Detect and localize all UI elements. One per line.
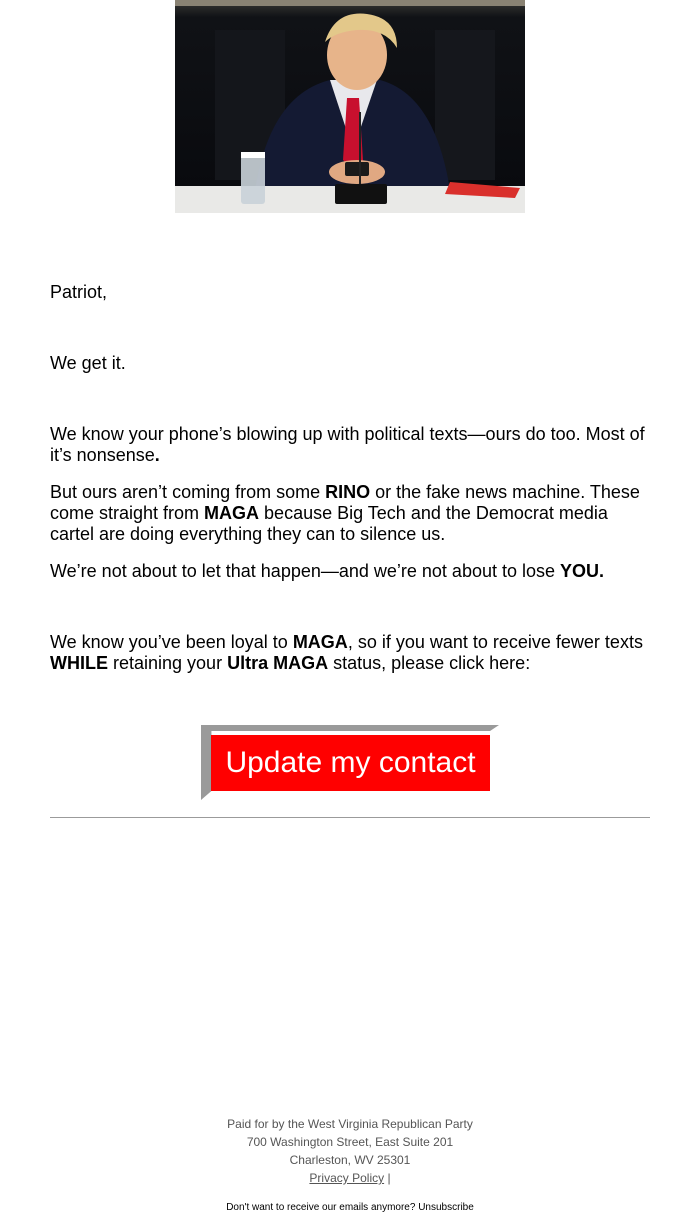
p4-bold-ultra-maga: Ultra MAGA [227,653,329,673]
paragraph-4 [50,632,650,674]
p3-text-a: We’re not about to let that happen—and we’re not about to lose [50,561,561,581]
divider [50,817,650,818]
p4-bold-while: WHILE [50,653,108,673]
greeting: Patriot, [50,282,108,302]
footer-links [0,1169,700,1187]
p2-bold-maga: MAGA [204,503,260,523]
p2-text-c: or the fake news machine. These come straight from [50,482,640,523]
paragraph-1-text: We know your phone’s blowing up with political texts—ours do too. Most of it’s nonsense [50,424,645,465]
p4-text-e: retaining your [108,653,228,673]
unsubscribe-link[interactable]: Unsubscribe [418,1202,474,1213]
p3-bold-you: YOU. [560,561,605,581]
p2-bold-rino: RINO [325,482,371,502]
hero-image [175,0,525,213]
paragraph-1 [50,424,650,466]
paragraph-1-period: . [154,445,160,465]
update-contact-button[interactable]: Update my contact [211,735,490,791]
p4-bold-maga: MAGA [292,632,348,652]
unsubscribe-prompt: Don't want to receive our emails anymore? [226,1202,416,1213]
paragraph-3 [50,561,650,582]
p4-text-a: We know you’ve been loyal to [50,632,293,652]
paid-for-line: Paid for by the West Virginia Republican Party [227,1117,473,1131]
p4-text-c: , so if you want to receive fewer texts [347,632,643,652]
privacy-policy-link[interactable]: Privacy Policy [309,1171,385,1185]
intro-line: We get it. [50,353,126,373]
address-city: Charleston, WV 25301 [289,1153,411,1167]
paragraph-2 [50,482,650,545]
photo-man-with-phone-at-table-icon [175,0,525,213]
footer [0,1115,700,1187]
p2-text-e: because Big Tech and the Democrat media cartel are doing everything they can to silence us. [50,503,608,544]
unsubscribe-line [0,1202,700,1213]
address-street: 700 Washington Street, East Suite 201 [246,1135,454,1149]
p2-text-a: But ours aren’t coming from some [50,482,326,502]
p4-text-g: status, please click here: [328,653,531,673]
footer-separator: | [387,1171,391,1185]
cta-container [201,725,499,800]
